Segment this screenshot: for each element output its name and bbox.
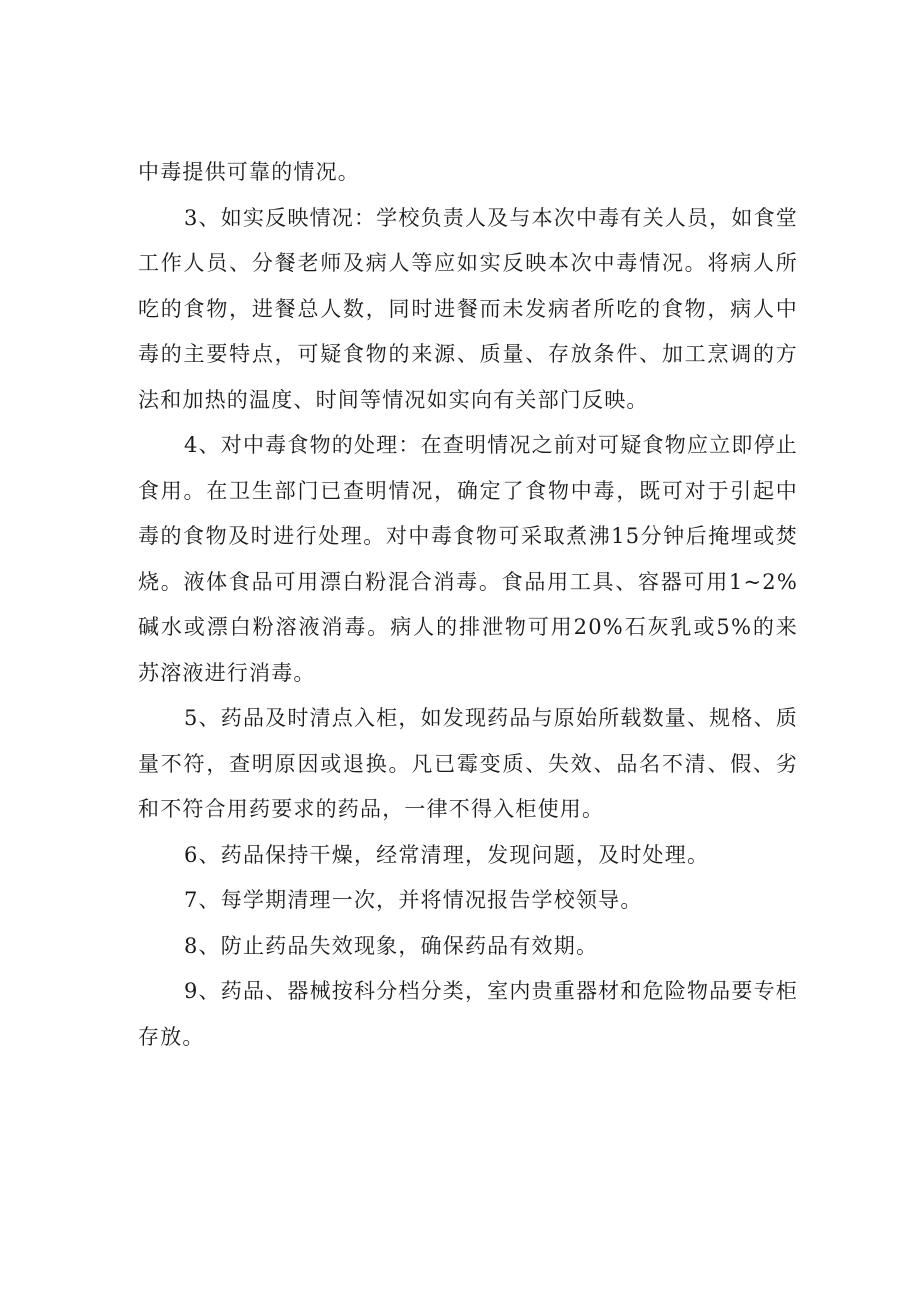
paragraph-item-7: 7、每学期清理一次，并将情况报告学校领导。 <box>184 888 643 912</box>
paragraph-continuation: 中毒提供可靠的情况。 <box>138 160 360 184</box>
paragraph-item-8: 8、防止药品失效现象，确保药品有效期。 <box>184 933 599 958</box>
paragraph-item-5: 5、药品及时清点入柜，如发现药品与原始所载数量、规格、质量不符，查明原因或退换。凡已霉变质、失效、品名不清、假、劣和不符合用药要求的药品，一律不得入柜使用。 <box>138 706 798 821</box>
paragraph-item-9: 9、药品、器械按科分档分类，室内贵重器材和危险物品要专柜存放。 <box>138 979 798 1049</box>
paragraph-item-3: 3、如实反映情况：学校负责人及与本次中毒有关人员，如食堂工作人员、分餐老师及病人等应如实反映本次中毒情况。将病人所吃的食物，进餐总人数，同时进餐而未发病者所吃的食物，病人中毒的主要特点，可疑食物的来源、质量、存放条件、加工烹调的方法和加热的温度、时间等情况如实向有关部门反映。 <box>138 205 798 412</box>
paragraph-item-6: 6、药品保持干燥，经常清理，发现问题，及时处理。 <box>184 842 710 867</box>
document-body <box>138 150 798 1060</box>
paragraph-item-4: 4、对中毒食物的处理：在查明情况之前对可疑食物应立即停止食用。在卫生部门已查明情况，确定了食物中毒，既可对于引起中毒的食物及时进行处理。对中毒食物可采取煮沸15分钟后掩埋或焚烧。液体食品可用漂白粉混合消毒。食品用工具、容器可用1~2%碱水或漂白粉溶液消毒。病人的排泄物可用20%石灰乳或5%的来苏溶液进行消毒。 <box>138 433 798 685</box>
